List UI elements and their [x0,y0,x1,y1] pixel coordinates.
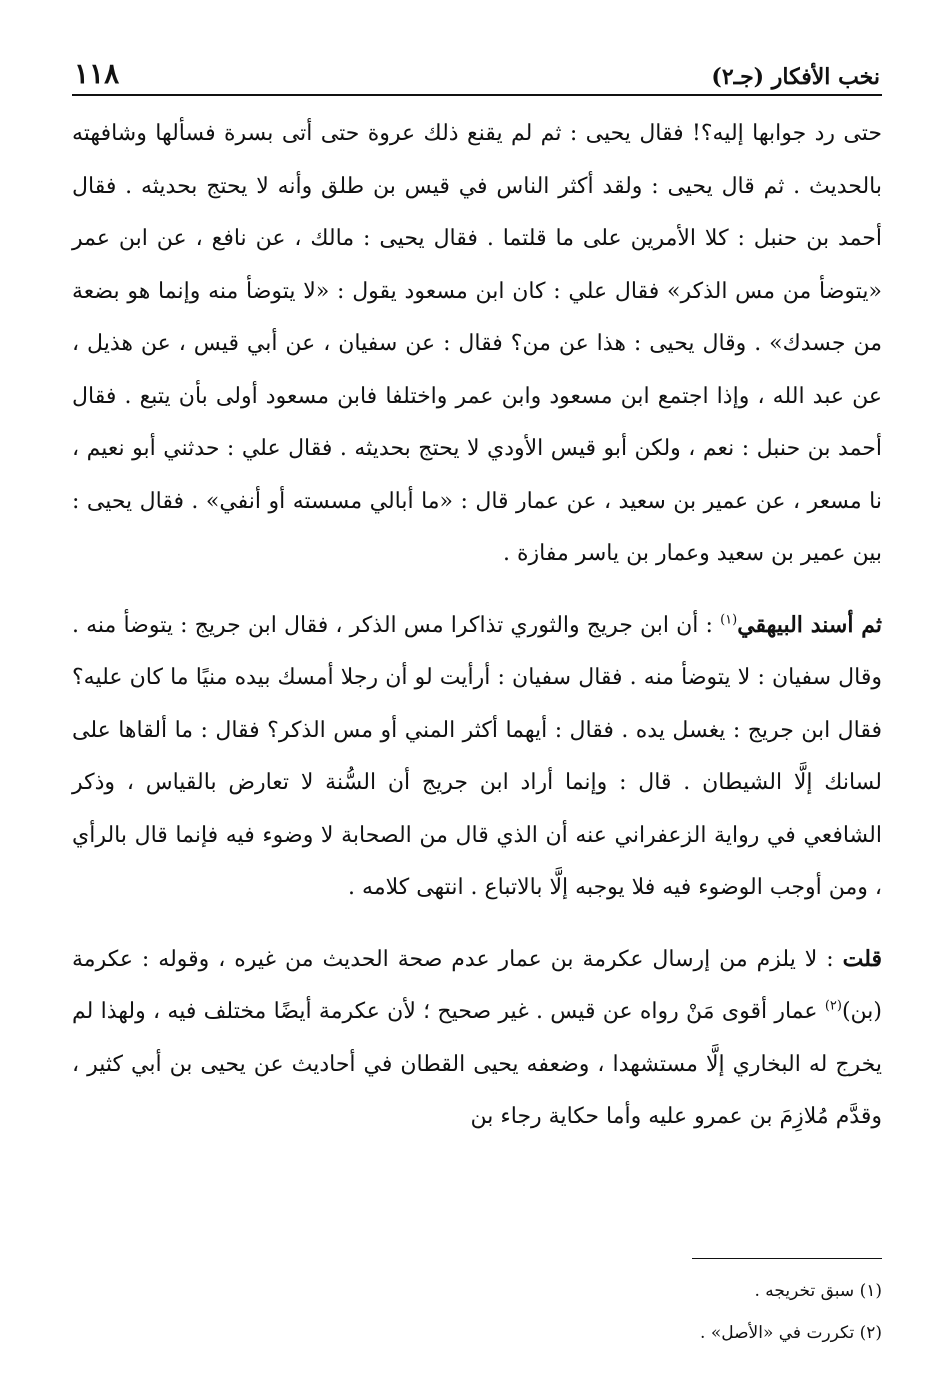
footnote-divider [692,1258,882,1259]
paragraph-1-text: حتى رد جوابها إليه؟! فقال يحيى : ثم لم يقنع ذلك عروة حتى أتى بسرة فسألها وشافهته بالحديث . ثم قال يحيى : ولقد أكثر الناس في قيس بن طلق وأنه لا يحتج بحديثه . فقال أحمد بن حنبل : كلا الأمرين على ما قلتما . فقال يحيى : مالك ، عن نافع ، عن ابن عمر «يتوضأ من مس الذكر» فقال علي : كان ابن مسعود يقول : «لا يتوضأ منه وإنما هو بضعة من جسدك» . وقال يحيى : هذا عن من؟ فقال : عن سفيان ، عن أبي قيس ، عن هذيل ، عن عبد الله ، وإذا اجتمع ابن مسعود وابن عمر واختلفا فابن مسعود أولى بأن يتبع . فقال أحمد بن حنبل : نعم ، ولكن أبو قيس الأودي لا يحتج بحديثه . فقال علي : حدثني أبو نعيم ، نا مسعر ، عن عمير بن سعيد ، عن عمار قال : «ما أبالي مسسته أو أنفي» . فقال يحيى : بين عمير بن سعيد وعمار بن ياسر مفازة . [72,121,883,566]
main-text [72,108,882,1144]
paragraph-3 [72,933,882,1144]
book-page [72,52,882,1342]
paragraph-2-lead: ثم أسند البيهقي [737,611,882,638]
paragraph-2-text: : أن ابن جريج والثوري تذاكرا مس الذكر ، فقال ابن جريج : يتوضأ منه . وقال سفيان : لا يتوضأ منه . فقال سفيان : أرأيت لو أن رجلا أمسك بيده منيًا ما كان عليه؟ فقال ابن جريج : يغسل يده . فقال : أيهما أكثر المني أو مس الذكر؟ فقال : ما ألقاها على لسانك إلَّا الشيطان . قال : وإنما أراد ابن جريج أن السُّنة لا تعارض بالقياس ، وذكر الشافعي في رواية الزعفراني عنه أن الذي قال من الصحابة لا وضوء فيه فإنما قال بالرأي ، ومن أوجب الوضوء فيه فلا يوجبه إلَّا بالاتباع . انتهى كلامه . [72,612,882,900]
footnotes [72,1270,882,1354]
footnote-2: (٢) تكررت في «الأصل» . [700,1323,882,1343]
paragraph-2 [72,599,882,915]
footnote-ref-2: (٢) [824,998,842,1014]
running-header [72,52,882,96]
footnote-1: (١) سبق تخريجه . [754,1281,882,1301]
footnote-ref-1: (١) [720,612,738,628]
paragraph-3-text: عمار أقوى مَنْ رواه عن قيس . غير صحيح ؛ لأن عكرمة أيضًا مختلف فيه ، ولهذا لم يخرج له البخاري إلَّا مستشهدا ، وضعفه يحيى القطان في أحاديث عن يحيى بن أبي كثير ، وقدَّم مُلازِمَ بن عمرو عليه وأما حكاية رجاء بن [72,999,882,1129]
running-header-title: نخب الأفكار (جـ٢) [711,64,880,90]
paragraph-3-text-start: : لا يلزم من إرسال عكرمة بن عمار عدم صحة الحديث من غيره ، وقوله : عكرمة (بن) [72,946,882,1024]
page-number: ١١٨ [74,57,120,90]
paragraph-1 [72,108,882,581]
paragraph-3-lead: قلت [842,945,882,972]
